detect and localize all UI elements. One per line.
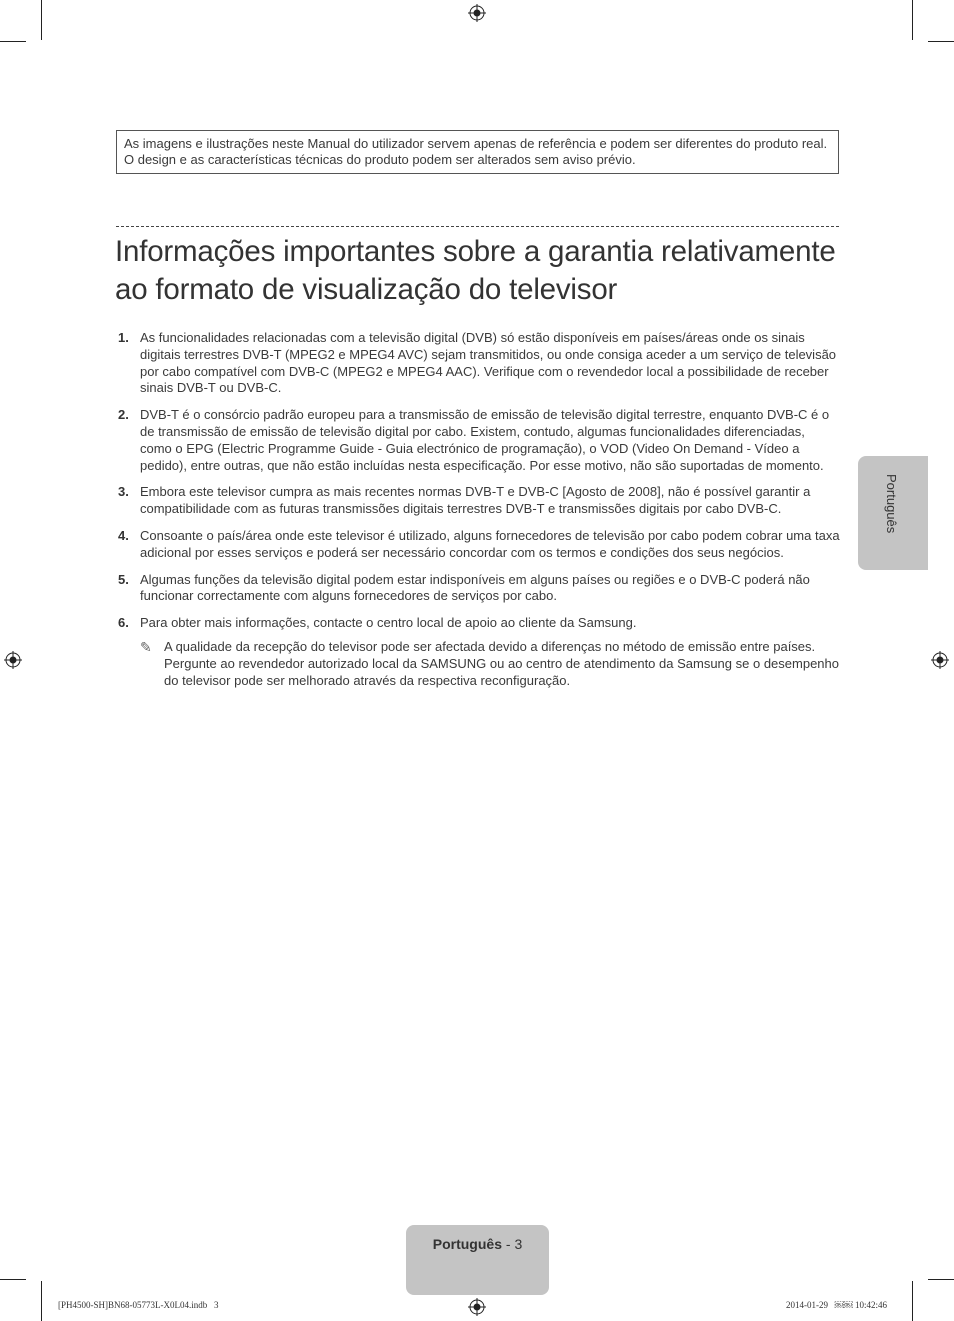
- crop-mark: [912, 1281, 913, 1321]
- list-item: [116, 330, 840, 397]
- list-item-text: As funcionalidades relacionadas com a televisão digital (DVB) só estão disponíveis em países/áreas onde os sinais digitais terrestres DVB-T (MPEG2 e MPEG4 AVC) sejam transmitidos, ou onde consiga aceder a um serviço de televisão por cabo compatível com DVB-C (MPEG2 e MPEG4 AAC). Verifique com o revendedor local a possibilidade de receber sinais DVB-T ou DVB-C.: [140, 330, 837, 396]
- page-number-tab: [406, 1225, 549, 1295]
- crop-mark: [912, 0, 913, 40]
- disclaimer-notice: As imagens e ilustrações neste Manual do utilizador servem apenas de referência e podem ser diferentes do produto real. O design e as características técnicas do produto podem ser alterados sem aviso prévio.: [116, 130, 839, 174]
- page-title: Informações importantes sobre a garantia relativamente ao formato de visualização do televisor: [115, 235, 836, 306]
- crop-mark: [41, 1281, 42, 1321]
- list-item-text: Consoante o país/área onde este televisor é utilizado, alguns fornecedores de televisão por cabo podem cobrar uma taxa adicional por esses serviços e poderá ser necessário concordar com os termos e condições dos seus negócios.: [140, 527, 840, 560]
- list-item: [116, 407, 840, 474]
- info-list: [116, 330, 840, 699]
- list-item: [116, 528, 840, 562]
- list-item: [116, 615, 840, 689]
- registration-mark-icon: [468, 1298, 486, 1316]
- list-item-number: 6.: [118, 615, 129, 631]
- registration-mark-icon: [4, 651, 22, 669]
- crop-mark: [0, 1279, 26, 1280]
- crop-mark: [0, 41, 26, 42]
- list-item-text: DVB-T é o consórcio padrão europeu para a transmissão de emissão de televisão digital terrestre, enquanto DVB-C é o de transmissão de emissão de televisão digital por cabo. Existem, contudo, algumas funcionalidades diferenciadas, como o EPG (Electric Programme Guide - Guia electrónico de programação), o VOD (Video On Demand - Vídeo a pedido), entre outras, que não estão incluídas nesta especificação. Por esse motivo, não são suportadas de momento.: [140, 407, 830, 473]
- list-item-text: Embora este televisor cumpra as mais recentes normas DVB-T e DVB-C [Agosto de 2008], não é possível garantir a compatibilidade com as futuras transmissões digitais terrestres DVB-T e transmissões digitais por cabo DVB-C.: [140, 484, 811, 517]
- crop-mark: [928, 41, 954, 42]
- crop-mark: [928, 1279, 954, 1280]
- footer-timestamp: 2014-01-29 ￼￼ 10:42:46: [786, 1300, 887, 1310]
- list-item-number: 5.: [118, 571, 129, 587]
- registration-mark-icon: [931, 651, 949, 669]
- crop-mark: [41, 0, 42, 40]
- list-item: [116, 572, 840, 606]
- list-item-number: 1.: [118, 330, 129, 345]
- pencil-note-icon: ✎: [140, 638, 152, 655]
- list-item: [116, 484, 840, 518]
- page-number: 3: [514, 1236, 523, 1252]
- list-item-number: 3.: [118, 484, 129, 500]
- section-divider: [116, 226, 839, 227]
- list-item-number: 4.: [118, 527, 129, 543]
- note-text: A qualidade da recepção do televisor pode ser afectada devido a diferenças no método de emissão entre países. Pergunte ao revendedor autorizado local da SAMSUNG ou ao centro de atendimento da Samsung se o desempenho do televisor pode ser melhorado através da respectiva reconfiguração.: [164, 638, 839, 688]
- registration-mark-icon: [468, 4, 486, 22]
- list-item-text: Algumas funções da televisão digital podem estar indisponíveis em alguns países ou regiões e o DVB-C poderá não funcionar correctamente com alguns fornecedores de serviços por cabo.: [140, 571, 810, 604]
- language-side-tab: [858, 456, 928, 570]
- footer-file-name: [PH4500-SH]BN68-05773L-X0L04.indb 3: [58, 1300, 219, 1310]
- note: [140, 639, 840, 689]
- list-item-text: Para obter mais informações, contacte o centro local de apoio ao cliente da Samsung.: [140, 615, 637, 631]
- side-tab-label: Português: [884, 474, 899, 534]
- page-language-label: Português: [432, 1236, 502, 1252]
- page-separator: -: [501, 1236, 515, 1252]
- list-item-number: 2.: [118, 407, 129, 423]
